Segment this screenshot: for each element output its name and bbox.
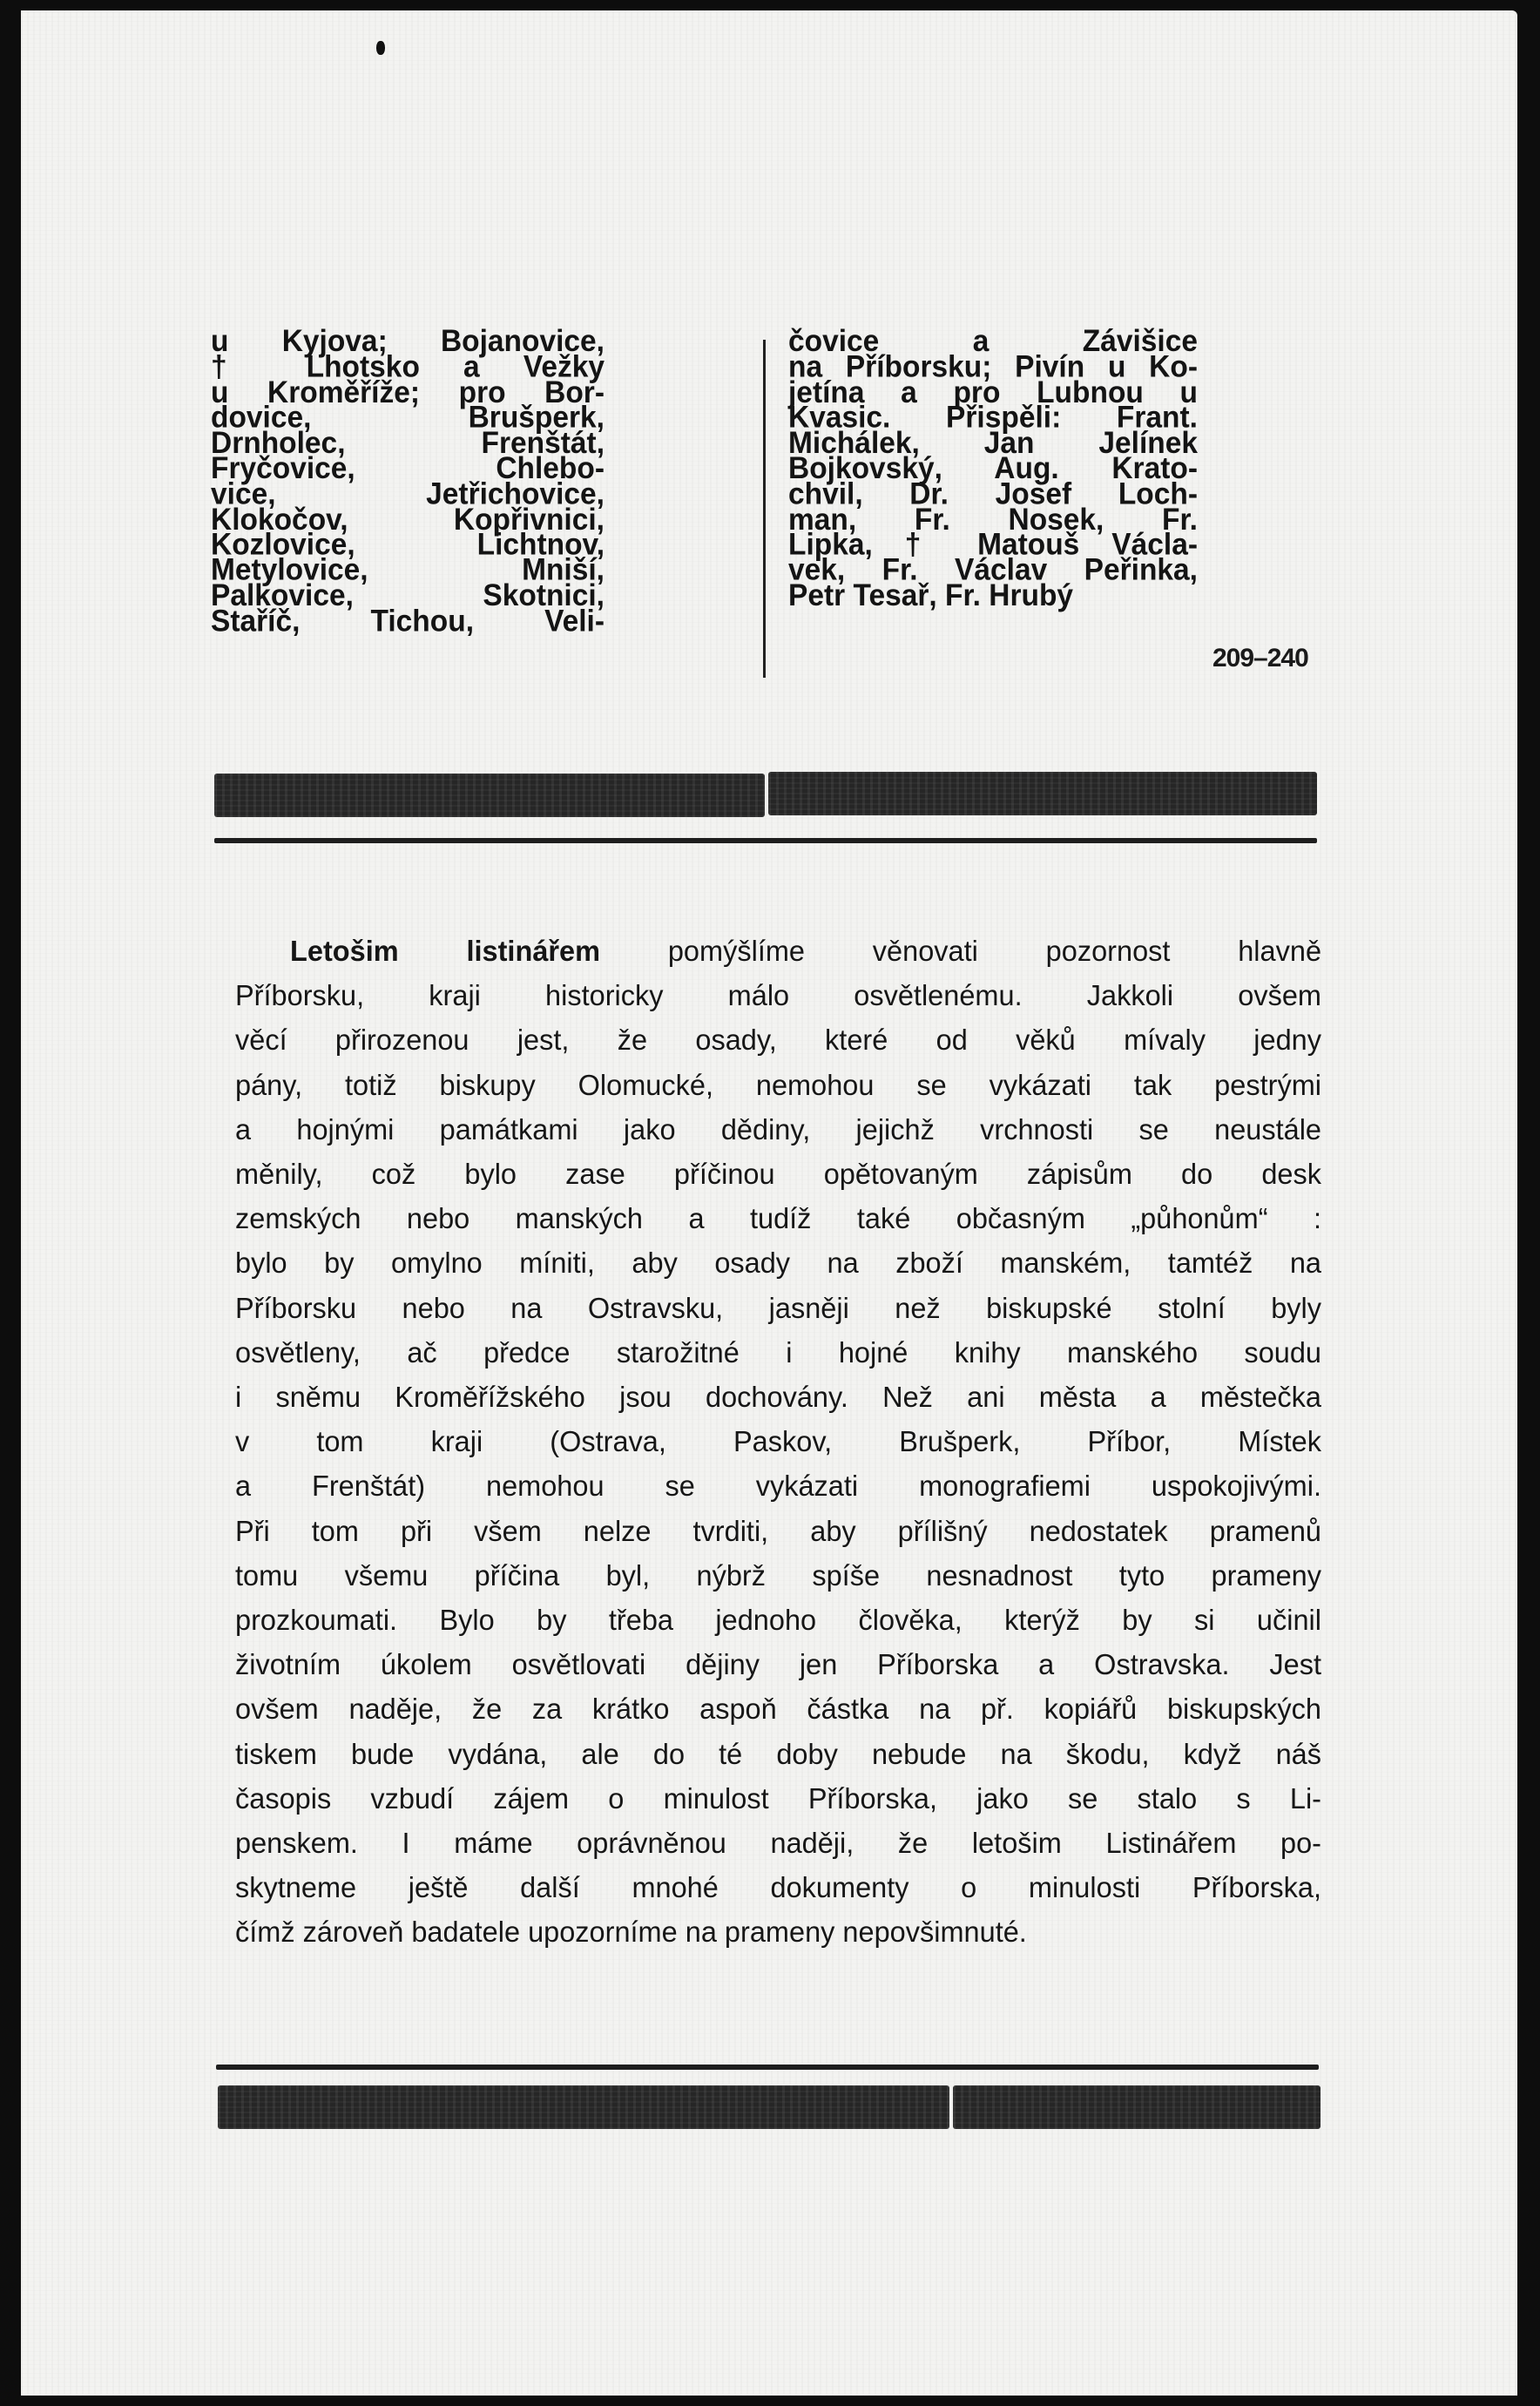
article-line: Příborsku, kraji historicky málo osvětlenému. Jakkoli ovšem xyxy=(235,979,1322,1012)
article-line: penskem. I máme oprávněnou naději, že letošim Listinářem po- xyxy=(235,1827,1322,1860)
article-line: skytneme ještě další mnohé dokumenty o minulosti Příborska, xyxy=(235,1871,1322,1904)
article-line: v tom kraji (Ostrava, Paskov, Brušperk, Příbor, Místek xyxy=(235,1425,1322,1458)
article-line: tiskem bude vydána, ale do té doby nebude na škodu, když náš xyxy=(235,1737,1322,1770)
article-line: měnily, což bylo zase příčinou opětovaným zápisům do desk xyxy=(235,1158,1322,1191)
index-line: vice, Jetřichovice, xyxy=(211,476,605,511)
index-line: Michálek, Jan Jelínek xyxy=(788,426,1198,461)
article-line: věcí přirozenou jest, že osady, které od věků mívaly jedny xyxy=(235,1024,1322,1057)
index-line: vek, Fr. Václav Peřinka, xyxy=(788,553,1198,588)
article-line: Při tom při všem nelze tvrditi, aby přílišný nedostatek pramenů xyxy=(235,1514,1322,1547)
index-line: jetína a pro Lubnou u xyxy=(788,375,1198,409)
article-line: osvětleny, ač předce starožitné i hojné knihy manského soudu xyxy=(235,1335,1322,1369)
ink-speck xyxy=(376,41,385,55)
ornament-bar-top-left xyxy=(214,774,765,817)
index-line: Kvasic. Přispěli: Frant. xyxy=(788,401,1198,436)
index-line: Bojkovský, Aug. Krato- xyxy=(788,451,1198,486)
index-line: Staříč, Tichou, Veli- xyxy=(211,604,605,639)
index-line: Metylovice, Mniší, xyxy=(211,553,605,588)
article-line: ovšem naděje, že za krátko aspoň částka na př. kopiářů biskupských xyxy=(235,1693,1322,1726)
scanned-page xyxy=(21,10,1517,2396)
index-line: Petr Tesař, Fr. Hrubý xyxy=(788,578,1074,613)
rule-line-top xyxy=(214,838,1317,843)
index-left-column xyxy=(211,324,605,639)
article-line: tomu všemu příčina byl, nýbrž spíše nesnadnost tyto prameny xyxy=(235,1558,1322,1592)
index-line: Fryčovice, Chlebo- xyxy=(211,451,605,486)
index-line: Klokočov, Kopřivnici, xyxy=(211,503,605,537)
ornament-bar-bottom-left xyxy=(218,2085,949,2129)
index-line: u Kroměříže; pro Bor- xyxy=(211,375,605,409)
index-line: Palkovice, Skotnici, xyxy=(211,578,605,613)
article-line: časopis vzbudí zájem o minulost Příborska, jako se stalo s Li- xyxy=(235,1781,1322,1815)
column-divider xyxy=(763,340,766,678)
index-line: † Lhotsko a Vežky xyxy=(211,349,605,384)
article-line: a Frenštát) nemohou se vykázati monografiemi uspokojivými. xyxy=(235,1470,1322,1503)
index-line: Kozlovice, Lichtnov, xyxy=(211,528,605,563)
article-line: čímž zároveň badatele upozorníme na prameny nepovšimnuté. xyxy=(235,1916,1027,1949)
index-line: chvil, Dr. Josef Loch- xyxy=(788,476,1198,511)
article-line: prozkoumati. Bylo by třeba jednoho člověka, kterýž by si učinil xyxy=(235,1604,1322,1637)
index-line: u Kyjova; Bojanovice, xyxy=(211,324,605,359)
ornament-bar-top-right xyxy=(768,772,1317,815)
lead-words: Letošim listinářem xyxy=(290,935,601,967)
index-line: Drnholec, Frenštát, xyxy=(211,426,605,461)
index-line: man, Fr. Nosek, Fr. xyxy=(788,503,1198,537)
ornament-bar-bottom-right xyxy=(953,2085,1320,2129)
index-right-column xyxy=(788,324,1198,613)
index-line: dovice, Brušperk, xyxy=(211,401,605,436)
index-line: na Příborsku; Pivín u Ko- xyxy=(788,349,1198,384)
article-line: zemských nebo manských a tudíž také občasným „půhonům“ : xyxy=(235,1202,1322,1235)
article-line: i sněmu Kroměřížského jsou dochovány. Než ani města a městečka xyxy=(235,1381,1322,1414)
article-paragraph xyxy=(235,929,1321,1955)
rule-line-bottom xyxy=(216,2065,1319,2070)
index-line: čovice a Závišice xyxy=(788,324,1198,359)
article-line: životním úkolem osvětlovati dějiny jen Příborska a Ostravska. Jest xyxy=(235,1648,1322,1681)
article-line: pány, totiž biskupy Olomucké, nemohou se vykázati tak pestrými xyxy=(235,1068,1322,1101)
article-line: a hojnými památkami jako dědiny, jejichž vrchnosti se neustále xyxy=(235,1112,1322,1146)
article-line: bylo by omylno míniti, aby osady na zboží manském, tamtéž na xyxy=(235,1247,1322,1280)
page-range: 209–240 xyxy=(1212,644,1308,672)
article-line: Letošim listinářem pomýšlíme věnovati pozornost hlavně xyxy=(290,935,1322,967)
index-line: Lipka, † Matouš Václa- xyxy=(788,528,1198,563)
article-line: Příborsku nebo na Ostravsku, jasněji než biskupské stolní byly xyxy=(235,1291,1322,1324)
